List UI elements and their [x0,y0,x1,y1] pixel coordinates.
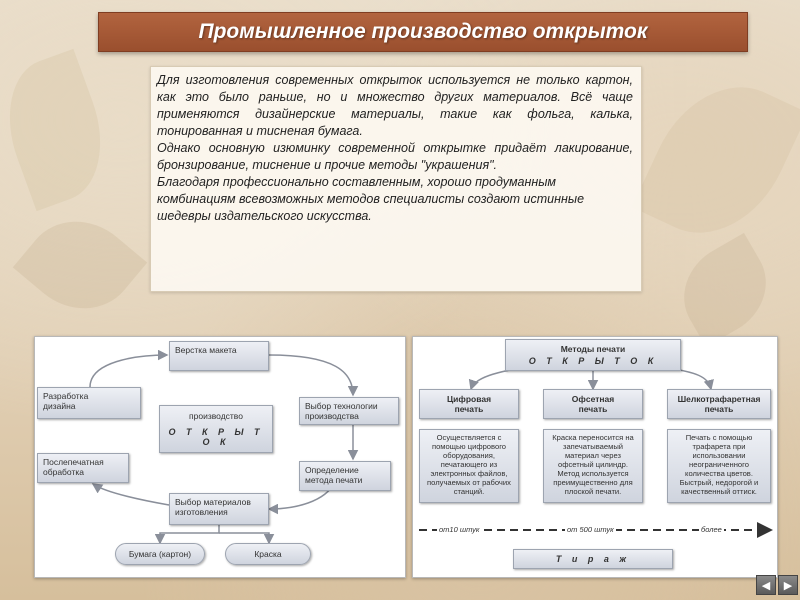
methods-header-line1: Методы печати [560,344,626,354]
offset-line2: печать [578,404,608,414]
next-slide-button[interactable] [778,575,798,595]
screen-line1: Шелкотрафаретная [677,394,761,404]
title-bar [98,12,748,52]
layout-box-line2: макета [209,345,237,355]
materials-box-line1: Выбор материалов [175,497,251,507]
printing-methods-diagram [412,336,778,578]
print-run-label: Т и р а ж [555,554,631,564]
digital-line2: печать [454,404,484,414]
decorative-leaf [666,233,784,347]
postpress-box-line2: обработка [43,467,84,477]
print-method-box [299,461,391,491]
arrow-layout-to-tech [269,355,353,395]
digital-line1: Цифровая [446,394,492,404]
method-box-line1: Определение [305,465,359,475]
design-box-line1: Разработка [43,391,89,401]
decorative-leaf [632,62,800,258]
print-run-box [513,549,673,569]
paragraph-decoration: Однако основную изюминку современной открытке придаёт лакирование, бронзирование, тиснение и прочие методы "украшения". [157,141,633,172]
offset-description: Краска переносится на запечатываемый материал через офсетный цилиндр. Метод используется преимущественно для плоской печати. [543,429,643,503]
center-postcards-box [159,405,273,453]
decorative-leaf [13,198,147,331]
tech-box-line2: производства [305,411,359,421]
page-title: Промышленное производство открыток [198,20,648,43]
screen-description: Печать с помощью трафарета при использовании неограниченного количества цветов. Быстрый, недорогой и качественный оттиск. [667,429,771,503]
screen-print-box [667,389,771,419]
production-flow-diagram [34,336,406,578]
arrow-materials-to-paper [160,525,219,543]
center-box-line2: О Т К Р Ы Т О К [168,427,264,447]
materials-box [169,493,269,525]
paragraph-materials: Для изготовления современных открыток используется не только картон, как это было раньше, но и множество других материалов. Всё чаще применяются дизайнерские материалы, такие как фольга, калька, тонированная и тисненая бумага. [157,73,633,138]
paragraph-mastery: Благодаря профессионально составленным, хорошо продуманным комбинациям всевозможных методов специалисты создают истинные шедевры издательского искусства. [157,175,585,223]
methods-header-line2: О Т К Р Ы Т О К [528,356,658,366]
arrow-materials-to-postpress [93,484,169,505]
postpress-box-line1: Послепечатная [43,457,104,467]
design-box [37,387,141,419]
tech-choice-box [299,397,399,425]
scale-label-500: от 500 штук [567,525,614,534]
digital-description: Осуществляется с помощью цифрового оборудования, печатающего из электронных файлов, получаемых от рабочих станций. [419,429,519,503]
paper-box-label: Бумага (картон) [128,549,192,559]
materials-box-line2: изготовления [175,507,228,517]
digital-print-box [419,389,519,419]
center-box-line1: производство [189,411,243,421]
scale-label-more: более [701,525,722,534]
layout-box [169,341,269,371]
left-triangle-icon: ◀ [761,579,771,592]
design-box-line2: дизайна [43,401,76,411]
postpress-box [37,453,129,483]
paper-box [115,543,205,565]
decorative-leaf [0,49,121,211]
right-triangle-icon: ▶ [783,579,793,592]
tech-box-line1: Выбор технологии [305,401,378,411]
offset-line1: Офсетная [571,394,615,404]
layout-box-line1: Верстка [175,345,207,355]
offset-print-box [543,389,643,419]
text-panel [150,66,642,292]
arrow-materials-to-ink [219,533,269,543]
ink-box-label: Краска [254,549,282,559]
ink-box [225,543,311,565]
prev-slide-button[interactable] [756,575,776,595]
methods-header-box [505,339,681,371]
arrow-design-to-layout [90,355,167,387]
scale-label-10: от10 штук [439,525,480,534]
screen-line2: печать [704,404,734,414]
method-box-line2: метода печати [305,475,363,485]
